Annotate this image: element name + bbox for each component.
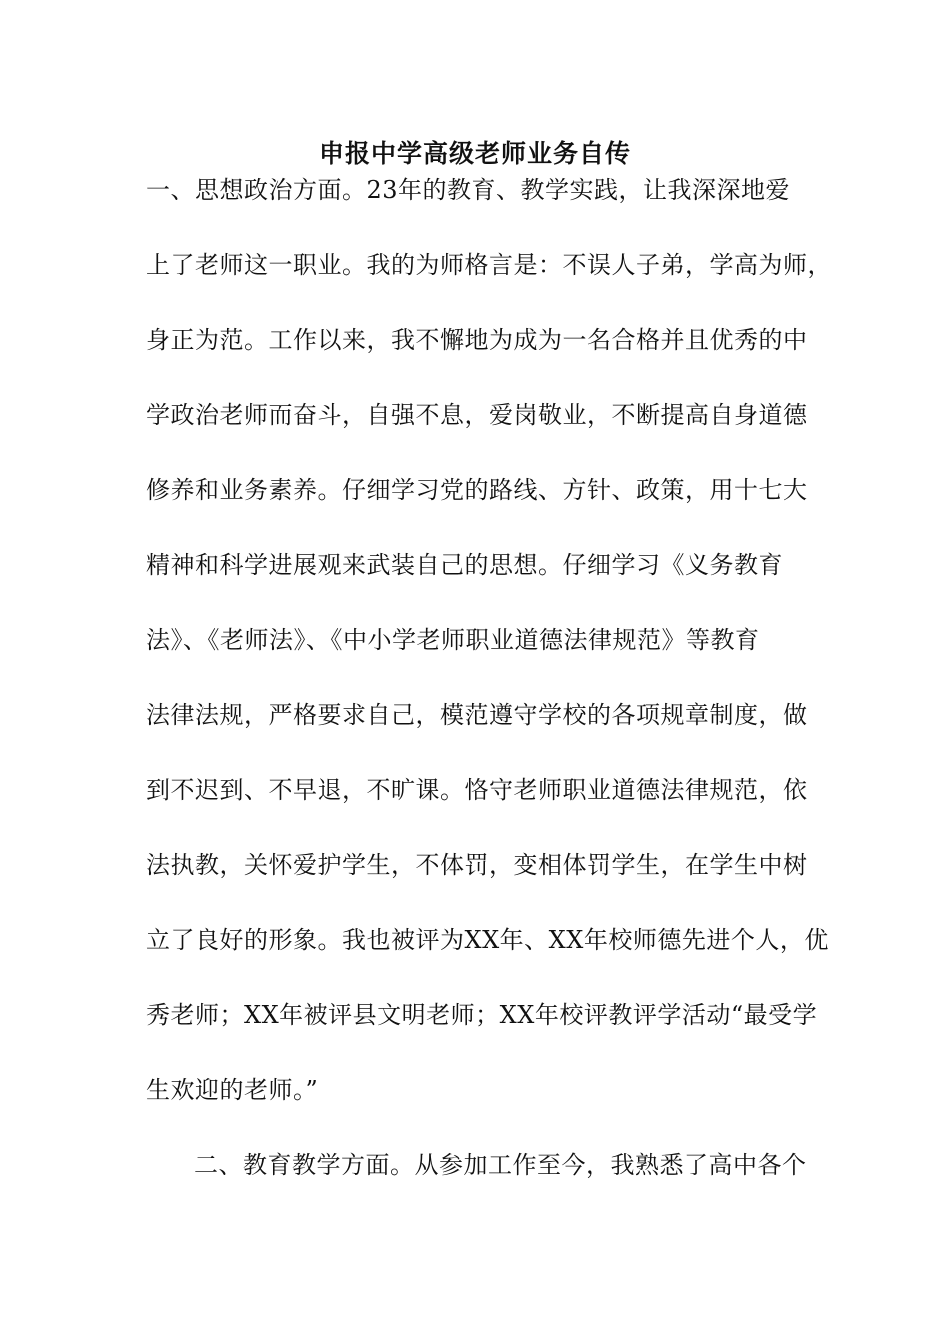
paragraph-line: 生欢迎的老师。” bbox=[146, 1076, 319, 1104]
paragraph-line: 法律法规，严格要求自己，模范遵守学校的各项规章制度，做 bbox=[146, 701, 808, 729]
paragraph-line: 秀老师；XX年被评县文明老师；XX年校评教评学活动“最受学 bbox=[146, 1001, 818, 1029]
paragraph-line: 一、思想政治方面。23年的教育、教学实践，让我深深地爱 bbox=[146, 176, 791, 204]
paragraph-line: 上了老师这一职业。我的为师格言是：不误人子弟，学高为师， bbox=[146, 251, 832, 279]
paragraph-line: 到不迟到、不早退，不旷课。恪守老师职业道德法律规范，依 bbox=[146, 776, 808, 804]
paragraph-line: 二、教育教学方面。从参加工作至今，我熟悉了高中各个 bbox=[194, 1151, 807, 1179]
paragraph-line: 学政治老师而奋斗，自强不息，爱岗敬业，不断提高自身道德 bbox=[146, 401, 808, 429]
document-title: 申报中学高级老师业务自传 bbox=[318, 139, 631, 168]
paragraph-line: 身正为范。工作以来，我不懈地为成为一名合格并且优秀的中 bbox=[146, 326, 808, 354]
paragraph-line: 修养和业务素养。仔细学习党的路线、方针、政策，用十七大 bbox=[146, 476, 808, 504]
paragraph-line: 法》、《老师法》、《中小学老师职业道德法律规范》等教育 bbox=[146, 626, 760, 654]
paragraph-line: 精神和科学进展观来武装自己的思想。仔细学习《义务教育 bbox=[146, 551, 783, 579]
paragraph-line: 法执教，关怀爱护学生，不体罚，变相体罚学生，在学生中树 bbox=[146, 851, 808, 879]
paragraph-line: 立了良好的形象。我也被评为XX年、XX年校师德先进个人，优 bbox=[146, 926, 829, 954]
